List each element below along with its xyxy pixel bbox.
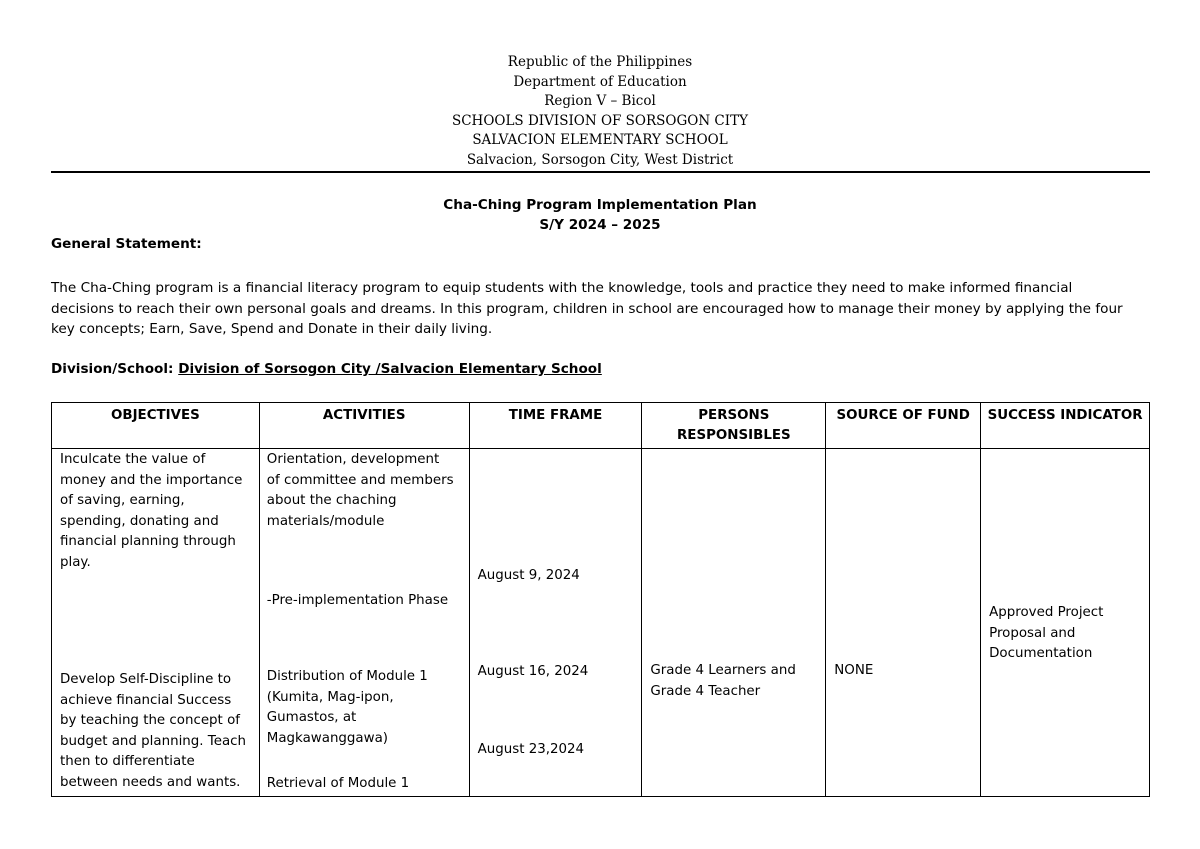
general-statement-paragraph [51, 278, 1151, 340]
activity-2: -Pre-implementation Phase [266, 593, 449, 608]
date-1: August 9, 2024 [477, 568, 580, 583]
activity-4: Retrieval of Module 1 [266, 776, 410, 791]
text-line: Inculcate the value of [60, 452, 206, 467]
text-line: of committee and members [266, 472, 454, 488]
text-line: financial planning through [60, 534, 236, 549]
text-line: money and the importance [60, 472, 243, 488]
header-objectives: OBJECTIVES [52, 403, 260, 449]
division-school-line [51, 361, 602, 377]
objective-2 [60, 670, 246, 793]
objective-1 [60, 450, 242, 573]
header-time-frame: TIME FRAME [469, 403, 642, 449]
cell-source-of-fund [826, 449, 981, 797]
cell-activities [259, 449, 469, 797]
date-2: August 16, 2024 [477, 664, 589, 679]
text-line: Approved Project [989, 605, 1104, 620]
text-line: Magkawanggawa) [266, 730, 389, 746]
letterhead-line: Salvacion, Sorsogon City, West District [466, 151, 734, 168]
text-line: materials/module [266, 513, 385, 529]
text-line: Gumastos, at [266, 710, 357, 725]
division-label: Division/School: [51, 361, 174, 377]
table-row [52, 449, 1150, 797]
text-line: Develop Self-Discipline to [60, 672, 232, 687]
table-header-row [52, 403, 1150, 449]
text-line: spending, donating and [60, 513, 219, 529]
letterhead-line: SCHOOLS DIVISION OF SORSOGON CITY [451, 112, 749, 129]
school-year: S/Y 2024 – 2025 [539, 217, 661, 233]
letterhead-line: Department of Education [513, 73, 687, 90]
text-line: by teaching the concept of [60, 713, 240, 728]
text-line: Proposal and [989, 625, 1076, 641]
header-divider [51, 171, 1150, 173]
text-line: budget and planning. Teach [60, 733, 246, 749]
activity-1 [267, 450, 454, 532]
header-activities: ACTIVITIES [259, 403, 469, 449]
header-persons-line: PERSONS [698, 408, 770, 423]
text-line: between needs and wants. [60, 774, 241, 790]
division-value: Division of Sorsogon City /Salvacion Elementary School [178, 361, 602, 377]
date-3: August 23,2024 [477, 742, 585, 757]
letterhead-line: Region V – Bicol [544, 93, 656, 110]
source-of-fund: NONE [834, 663, 874, 678]
paragraph-line: decisions to reach their own personal goals and dreams. In this program, children in school are encouraged how to manage their money by applying the four [51, 300, 1123, 317]
letterhead-line: Republic of the Philippines [507, 54, 693, 70]
header-source-of-fund: SOURCE OF FUND [826, 403, 981, 449]
text-line: Distribution of Module 1 [266, 669, 428, 684]
text-line: Grade 4 Learners and [650, 663, 796, 678]
paragraph-line: key concepts; Earn, Save, Spend and Donate in their daily living. [51, 321, 493, 338]
text-line: Documentation [989, 646, 1093, 661]
text-line: then to differentiate [60, 754, 195, 769]
text-line: achieve financial Success [60, 692, 232, 708]
text-line: Orientation, development [266, 452, 440, 467]
success-indicator [989, 603, 1103, 665]
header-persons-line: RESPONSIBLES [676, 428, 791, 443]
persons-responsible [650, 661, 795, 702]
cell-persons-responsible [642, 449, 826, 797]
general-statement-heading: General Statement: [51, 236, 202, 252]
activity-3 [267, 667, 428, 749]
text-line: about the chaching [266, 493, 397, 508]
cell-success-indicator [981, 449, 1150, 797]
text-line: Grade 4 Teacher [650, 683, 761, 699]
cell-objectives [52, 449, 260, 797]
letterhead-line: SALVACION ELEMENTARY SCHOOL [472, 132, 728, 149]
document-title [0, 195, 1200, 235]
text-line: of saving, earning, [60, 493, 185, 508]
letterhead [0, 53, 1200, 171]
text-line: play. [60, 554, 91, 570]
cell-time-frame [469, 449, 642, 797]
implementation-plan-table [51, 402, 1150, 797]
header-success-indicator: SUCCESS INDICATOR [981, 403, 1150, 449]
title-line: Cha-Ching Program Implementation Plan [443, 197, 757, 213]
paragraph-line: The Cha-Ching program is a financial literacy program to equip students with the knowledge, tools and practice they need to make informed financial [51, 280, 1073, 296]
text-line: (Kumita, Mag-ipon, [266, 689, 394, 705]
header-persons-responsibles [642, 403, 826, 449]
